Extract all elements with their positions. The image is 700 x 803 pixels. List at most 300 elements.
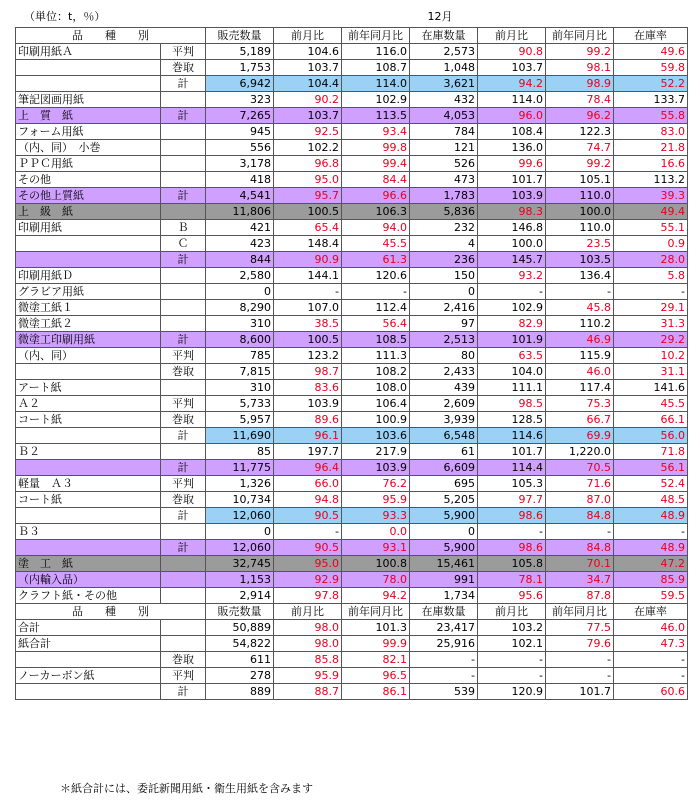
- value-cell: 0: [206, 524, 274, 540]
- row-sublabel: 巻取: [161, 492, 206, 508]
- row-sublabel: 巻取: [161, 412, 206, 428]
- value-cell: 47.3: [614, 636, 688, 652]
- value-cell: 96.2: [546, 108, 614, 124]
- value-cell: 11,806: [206, 204, 274, 220]
- value-cell: 115.9: [546, 348, 614, 364]
- value-cell: -: [410, 668, 478, 684]
- value-cell: 232: [410, 220, 478, 236]
- value-cell: 98.0: [274, 620, 342, 636]
- value-cell: 94.2: [478, 76, 546, 92]
- value-cell: -: [614, 668, 688, 684]
- table-row: [16, 588, 688, 604]
- value-cell: 1,753: [206, 60, 274, 76]
- table-row: [16, 668, 688, 684]
- row-label: その他上質紙: [16, 188, 161, 204]
- value-cell: 539: [410, 684, 478, 700]
- value-cell: -: [478, 652, 546, 668]
- value-cell: 47.2: [614, 556, 688, 572]
- row-label: [16, 252, 161, 268]
- row-label: その他: [16, 172, 161, 188]
- value-cell: 2,433: [410, 364, 478, 380]
- row-sublabel: 平判: [161, 348, 206, 364]
- value-cell: 100.9: [342, 412, 410, 428]
- value-cell: 94.8: [274, 492, 342, 508]
- value-cell: 105.8: [478, 556, 546, 572]
- value-cell: 1,734: [410, 588, 478, 604]
- value-cell: 0: [206, 284, 274, 300]
- value-cell: 103.9: [478, 188, 546, 204]
- value-cell: 105.3: [478, 476, 546, 492]
- value-cell: 112.4: [342, 300, 410, 316]
- value-cell: 60.6: [614, 684, 688, 700]
- value-cell: 104.6: [274, 44, 342, 60]
- row-label: コート紙: [16, 492, 161, 508]
- table-row: [16, 620, 688, 636]
- value-cell: 108.7: [342, 60, 410, 76]
- row-sublabel: [161, 92, 206, 108]
- value-cell: 107.0: [274, 300, 342, 316]
- row-sublabel: [161, 380, 206, 396]
- row-sublabel: 計: [161, 508, 206, 524]
- table-row: [16, 524, 688, 540]
- value-cell: 55.1: [614, 220, 688, 236]
- row-sublabel: 計: [161, 188, 206, 204]
- value-cell: 5,900: [410, 508, 478, 524]
- value-cell: 102.9: [478, 300, 546, 316]
- value-cell: 93.1: [342, 540, 410, 556]
- table-row: [16, 364, 688, 380]
- value-cell: 421: [206, 220, 274, 236]
- row-sublabel: Ｂ: [161, 220, 206, 236]
- row-label: [16, 460, 161, 476]
- value-cell: 66.1: [614, 412, 688, 428]
- value-cell: 102.1: [478, 636, 546, 652]
- value-cell: 95.0: [274, 556, 342, 572]
- value-cell: 49.6: [614, 44, 688, 60]
- value-cell: 88.7: [274, 684, 342, 700]
- row-sublabel: [161, 636, 206, 652]
- value-cell: 46.0: [614, 620, 688, 636]
- value-cell: 114.6: [478, 428, 546, 444]
- value-cell: 146.8: [478, 220, 546, 236]
- value-cell: -: [546, 652, 614, 668]
- header-cell: 前年同月比: [342, 604, 410, 620]
- row-label: （内、同）: [16, 348, 161, 364]
- value-cell: 4,053: [410, 108, 478, 124]
- row-label: （内輸入品）: [16, 572, 161, 588]
- header-category: 品 種 別: [16, 28, 206, 44]
- row-sublabel: [161, 124, 206, 140]
- value-cell: 110.2: [546, 316, 614, 332]
- value-cell: 29.2: [614, 332, 688, 348]
- value-cell: 4: [410, 236, 478, 252]
- value-cell: 5,189: [206, 44, 274, 60]
- table-row: [16, 444, 688, 460]
- value-cell: 5,957: [206, 412, 274, 428]
- value-cell: 8,600: [206, 332, 274, 348]
- row-sublabel: [161, 140, 206, 156]
- value-cell: 79.6: [546, 636, 614, 652]
- value-cell: 80: [410, 348, 478, 364]
- value-cell: 108.0: [342, 380, 410, 396]
- value-cell: 114.4: [478, 460, 546, 476]
- row-sublabel: Ｃ: [161, 236, 206, 252]
- value-cell: 473: [410, 172, 478, 188]
- value-cell: 105.1: [546, 172, 614, 188]
- value-cell: 0.9: [614, 236, 688, 252]
- value-cell: 114.0: [342, 76, 410, 92]
- value-cell: 99.9: [342, 636, 410, 652]
- value-cell: 100.8: [342, 556, 410, 572]
- row-sublabel: [161, 620, 206, 636]
- value-cell: 23,417: [410, 620, 478, 636]
- value-cell: 5,733: [206, 396, 274, 412]
- value-cell: -: [274, 524, 342, 540]
- row-label: （内、同） 小巻: [16, 140, 161, 156]
- table-row: [16, 172, 688, 188]
- row-label: 微塗工紙２: [16, 316, 161, 332]
- value-cell: -: [478, 668, 546, 684]
- value-cell: 48.9: [614, 508, 688, 524]
- row-sublabel: [161, 524, 206, 540]
- row-label: 筆記図画用紙: [16, 92, 161, 108]
- value-cell: 93.3: [342, 508, 410, 524]
- value-cell: 16.6: [614, 156, 688, 172]
- value-cell: 11,775: [206, 460, 274, 476]
- value-cell: 31.3: [614, 316, 688, 332]
- header-cell: 前年同月比: [546, 604, 614, 620]
- row-sublabel: 巻取: [161, 364, 206, 380]
- row-label: 印刷用紙Ａ: [16, 44, 161, 60]
- value-cell: 45.5: [614, 396, 688, 412]
- value-cell: 106.3: [342, 204, 410, 220]
- value-cell: 83.6: [274, 380, 342, 396]
- value-cell: 0: [410, 524, 478, 540]
- table-row: [16, 540, 688, 556]
- header-cell: 販売数量: [206, 604, 274, 620]
- value-cell: 76.2: [342, 476, 410, 492]
- value-cell: 87.0: [546, 492, 614, 508]
- header-cell: 前月比: [478, 28, 546, 44]
- row-sublabel: 計: [161, 76, 206, 92]
- value-cell: 96.0: [478, 108, 546, 124]
- value-cell: 116.0: [342, 44, 410, 60]
- value-cell: 102.2: [274, 140, 342, 156]
- value-cell: 100.5: [274, 332, 342, 348]
- value-cell: 611: [206, 652, 274, 668]
- header-cell: 前年同月比: [342, 28, 410, 44]
- value-cell: 95.6: [478, 588, 546, 604]
- table-row: [16, 300, 688, 316]
- value-cell: 103.7: [478, 60, 546, 76]
- row-label: 印刷用紙: [16, 220, 161, 236]
- value-cell: 96.4: [274, 460, 342, 476]
- table-row: [16, 76, 688, 92]
- value-cell: 66.7: [546, 412, 614, 428]
- value-cell: 48.9: [614, 540, 688, 556]
- value-cell: 310: [206, 380, 274, 396]
- value-cell: 90.2: [274, 92, 342, 108]
- row-label: [16, 652, 161, 668]
- value-cell: 122.3: [546, 124, 614, 140]
- row-sublabel: 計: [161, 332, 206, 348]
- value-cell: 84.8: [546, 540, 614, 556]
- value-cell: 423: [206, 236, 274, 252]
- row-label: Ｂ３: [16, 524, 161, 540]
- value-cell: 39.3: [614, 188, 688, 204]
- table-row: [16, 108, 688, 124]
- value-cell: 61: [410, 444, 478, 460]
- table-row: [16, 380, 688, 396]
- value-cell: 90.5: [274, 508, 342, 524]
- row-label: 上 質 紙: [16, 108, 161, 124]
- table-row: [16, 428, 688, 444]
- table-row: [16, 284, 688, 300]
- value-cell: 114.0: [478, 92, 546, 108]
- table-row: [16, 92, 688, 108]
- row-label: [16, 76, 161, 92]
- value-cell: 103.9: [274, 396, 342, 412]
- row-label: [16, 540, 161, 556]
- value-cell: 1,783: [410, 188, 478, 204]
- row-sublabel: 計: [161, 460, 206, 476]
- header-cell: 在庫数量: [410, 28, 478, 44]
- value-cell: 101.3: [342, 620, 410, 636]
- value-cell: 74.7: [546, 140, 614, 156]
- value-cell: 32,745: [206, 556, 274, 572]
- value-cell: 439: [410, 380, 478, 396]
- value-cell: 6,548: [410, 428, 478, 444]
- value-cell: 52.4: [614, 476, 688, 492]
- value-cell: 6,942: [206, 76, 274, 92]
- value-cell: -: [478, 284, 546, 300]
- value-cell: 100.0: [478, 236, 546, 252]
- value-cell: 56.0: [614, 428, 688, 444]
- value-cell: 133.7: [614, 92, 688, 108]
- value-cell: 96.5: [342, 668, 410, 684]
- value-cell: 99.2: [546, 156, 614, 172]
- value-cell: 75.3: [546, 396, 614, 412]
- value-cell: 101.7: [546, 684, 614, 700]
- table-row: [16, 268, 688, 284]
- value-cell: 217.9: [342, 444, 410, 460]
- row-label: 印刷用紙Ｄ: [16, 268, 161, 284]
- value-cell: 8,290: [206, 300, 274, 316]
- value-cell: 90.9: [274, 252, 342, 268]
- table-row: [16, 396, 688, 412]
- value-cell: 106.4: [342, 396, 410, 412]
- value-cell: 29.1: [614, 300, 688, 316]
- value-cell: 95.7: [274, 188, 342, 204]
- value-cell: 46.9: [546, 332, 614, 348]
- value-cell: 10.2: [614, 348, 688, 364]
- table-row: [16, 572, 688, 588]
- row-label: グラビア用紙: [16, 284, 161, 300]
- value-cell: 52.2: [614, 76, 688, 92]
- row-sublabel: [161, 300, 206, 316]
- value-cell: -: [342, 284, 410, 300]
- value-cell: -: [478, 524, 546, 540]
- value-cell: -: [546, 524, 614, 540]
- header-row: [16, 28, 688, 44]
- value-cell: 101.7: [478, 172, 546, 188]
- row-label: 上 級 紙: [16, 204, 161, 220]
- value-cell: 54,822: [206, 636, 274, 652]
- value-cell: 310: [206, 316, 274, 332]
- value-cell: 5,836: [410, 204, 478, 220]
- value-cell: 97.7: [478, 492, 546, 508]
- value-cell: 2,513: [410, 332, 478, 348]
- value-cell: 45.8: [546, 300, 614, 316]
- value-cell: 323: [206, 92, 274, 108]
- value-cell: 110.0: [546, 220, 614, 236]
- value-cell: -: [614, 284, 688, 300]
- value-cell: 59.5: [614, 588, 688, 604]
- value-cell: 77.5: [546, 620, 614, 636]
- row-sublabel: 計: [161, 540, 206, 556]
- value-cell: 21.8: [614, 140, 688, 156]
- table-row: [16, 220, 688, 236]
- row-label: [16, 684, 161, 700]
- value-cell: 3,939: [410, 412, 478, 428]
- value-cell: 84.4: [342, 172, 410, 188]
- row-sublabel: 巻取: [161, 60, 206, 76]
- row-sublabel: 平判: [161, 476, 206, 492]
- value-cell: 1,153: [206, 572, 274, 588]
- value-cell: 82.1: [342, 652, 410, 668]
- value-cell: 526: [410, 156, 478, 172]
- row-sublabel: [161, 172, 206, 188]
- value-cell: 991: [410, 572, 478, 588]
- row-sublabel: [161, 572, 206, 588]
- value-cell: 87.8: [546, 588, 614, 604]
- row-sublabel: 平判: [161, 44, 206, 60]
- header-cell: 前月比: [478, 604, 546, 620]
- row-sublabel: 平判: [161, 668, 206, 684]
- value-cell: 85.8: [274, 652, 342, 668]
- table-row: [16, 60, 688, 76]
- value-cell: 556: [206, 140, 274, 156]
- value-cell: 144.1: [274, 268, 342, 284]
- value-cell: 141.6: [614, 380, 688, 396]
- table-row: [16, 476, 688, 492]
- value-cell: 945: [206, 124, 274, 140]
- value-cell: 120.6: [342, 268, 410, 284]
- table-row: [16, 188, 688, 204]
- value-cell: 2,609: [410, 396, 478, 412]
- value-cell: 99.4: [342, 156, 410, 172]
- value-cell: 46.0: [546, 364, 614, 380]
- row-sublabel: 平判: [161, 396, 206, 412]
- value-cell: -: [614, 524, 688, 540]
- header-cell: 在庫率: [614, 604, 688, 620]
- table-row: [16, 140, 688, 156]
- value-cell: 889: [206, 684, 274, 700]
- value-cell: 99.2: [546, 44, 614, 60]
- value-cell: 844: [206, 252, 274, 268]
- value-cell: 432: [410, 92, 478, 108]
- value-cell: 94.2: [342, 588, 410, 604]
- value-cell: 92.5: [274, 124, 342, 140]
- row-label: アート紙: [16, 380, 161, 396]
- value-cell: 84.8: [546, 508, 614, 524]
- value-cell: 150: [410, 268, 478, 284]
- value-cell: 49.4: [614, 204, 688, 220]
- value-cell: 98.3: [478, 204, 546, 220]
- value-cell: -: [546, 284, 614, 300]
- value-cell: 111.1: [478, 380, 546, 396]
- row-label: 塗 工 紙: [16, 556, 161, 572]
- table-row: [16, 44, 688, 60]
- table-row: [16, 156, 688, 172]
- value-cell: 121: [410, 140, 478, 156]
- value-cell: 100.0: [546, 204, 614, 220]
- table-row: [16, 348, 688, 364]
- table-row: [16, 412, 688, 428]
- value-cell: 5,900: [410, 540, 478, 556]
- value-cell: 94.0: [342, 220, 410, 236]
- value-cell: 86.1: [342, 684, 410, 700]
- value-cell: 69.9: [546, 428, 614, 444]
- table-row: [16, 492, 688, 508]
- header-category: 品 種 別: [16, 604, 206, 620]
- table-row: [16, 556, 688, 572]
- table-row: [16, 124, 688, 140]
- value-cell: 71.8: [614, 444, 688, 460]
- value-cell: 12,060: [206, 508, 274, 524]
- table-row: [16, 684, 688, 700]
- value-cell: 111.3: [342, 348, 410, 364]
- row-sublabel: 計: [161, 684, 206, 700]
- row-label: コート紙: [16, 412, 161, 428]
- value-cell: 6,609: [410, 460, 478, 476]
- value-cell: 56.4: [342, 316, 410, 332]
- row-label: ノーカーボン紙: [16, 668, 161, 684]
- value-cell: -: [410, 652, 478, 668]
- value-cell: 25,916: [410, 636, 478, 652]
- value-cell: 95.9: [342, 492, 410, 508]
- value-cell: 50,889: [206, 620, 274, 636]
- value-cell: 784: [410, 124, 478, 140]
- table-row: [16, 316, 688, 332]
- value-cell: 197.7: [274, 444, 342, 460]
- value-cell: 1,220.0: [546, 444, 614, 460]
- value-cell: 78.4: [546, 92, 614, 108]
- value-cell: 120.9: [478, 684, 546, 700]
- value-cell: 83.0: [614, 124, 688, 140]
- value-cell: 145.7: [478, 252, 546, 268]
- value-cell: 103.5: [546, 252, 614, 268]
- value-cell: 101.9: [478, 332, 546, 348]
- value-cell: 97: [410, 316, 478, 332]
- row-label: 軽量 Ａ３: [16, 476, 161, 492]
- value-cell: 108.4: [478, 124, 546, 140]
- value-cell: 23.5: [546, 236, 614, 252]
- value-cell: 2,580: [206, 268, 274, 284]
- value-cell: 1,326: [206, 476, 274, 492]
- value-cell: 11,690: [206, 428, 274, 444]
- value-cell: 136.4: [546, 268, 614, 284]
- value-cell: 5,205: [410, 492, 478, 508]
- value-cell: 96.1: [274, 428, 342, 444]
- value-cell: 98.1: [546, 60, 614, 76]
- value-cell: 61.3: [342, 252, 410, 268]
- value-cell: 31.1: [614, 364, 688, 380]
- row-label: [16, 364, 161, 380]
- value-cell: 70.5: [546, 460, 614, 476]
- row-label: [16, 60, 161, 76]
- value-cell: -: [614, 652, 688, 668]
